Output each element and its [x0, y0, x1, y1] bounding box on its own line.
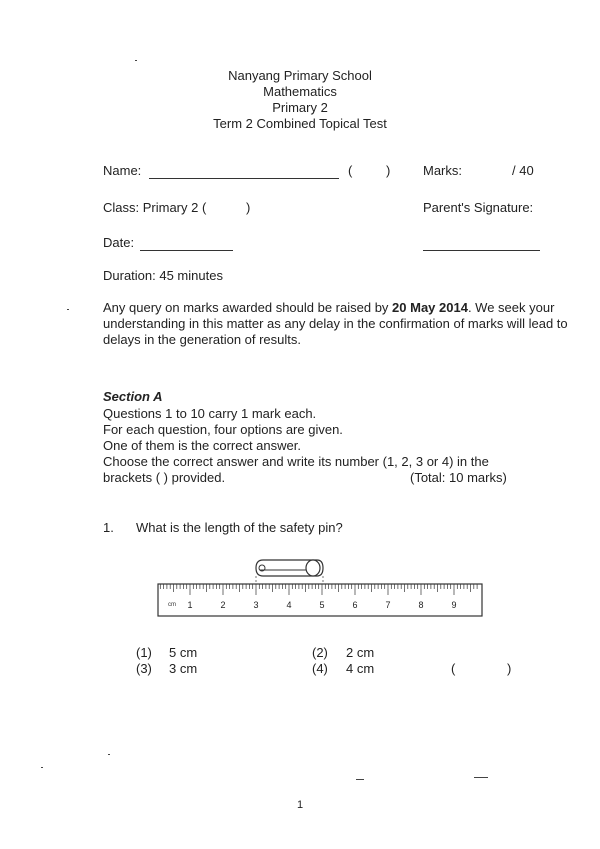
option-1-text: 5 cm [169, 645, 198, 660]
option-2-text: 2 cm [346, 645, 375, 660]
ruler-label: 8 [418, 600, 424, 610]
section-line-1: Questions 1 to 10 carry 1 mark each. [103, 406, 317, 421]
ruler-label: 4 [286, 600, 292, 610]
ruler-label: 2 [220, 600, 226, 610]
subject-title: Mathematics [263, 84, 337, 99]
ruler-label: 6 [352, 600, 358, 610]
section-title: Section A [103, 389, 163, 404]
answer-open-bracket: ( [451, 661, 456, 676]
section-line-3: One of them is the correct answer. [103, 438, 301, 453]
option-3-number: (3) [136, 661, 152, 676]
ruler-figure [150, 553, 490, 623]
ruler-label: 1 [187, 600, 193, 610]
section-line-5: brackets ( ) provided. [103, 470, 226, 485]
section-line-2: For each question, four options are given. [103, 422, 343, 437]
date-field[interactable] [140, 235, 233, 251]
page-number: 1 [296, 799, 304, 811]
index-close-bracket: ) [386, 163, 391, 178]
school-name: Nanyang Primary School [228, 68, 372, 83]
marks-query-notice [103, 300, 573, 348]
question-number: 1. [103, 520, 114, 535]
scan-speck [474, 777, 488, 778]
scan-speck [41, 767, 43, 768]
ruler-label: 5 [319, 600, 325, 610]
section-line-4: Choose the correct answer and write its number (1, 2, 3 or 4) in the [103, 454, 489, 469]
section-total: (Total: 10 marks) [410, 470, 507, 485]
name-field[interactable] [149, 163, 339, 179]
signature-field[interactable] [423, 235, 540, 251]
notice-part2: . We seek your understanding in this matter as any delay in the confirmation of marks will lead to delays in the generation of results. [103, 300, 568, 347]
option-4-number: (4) [312, 661, 328, 676]
date-label: Date: [103, 235, 135, 250]
ruler-unit-label: cm [168, 602, 176, 608]
scan-speck [67, 309, 69, 310]
marks-total: / 40 [512, 163, 534, 178]
answer-close-bracket: ) [507, 661, 512, 676]
notice-part1: Any query on marks awarded should be raised by [103, 300, 393, 315]
name-label: Name: [103, 163, 142, 178]
notice-date: 20 May 2014 [392, 300, 468, 315]
marks-label: Marks: [423, 163, 462, 178]
test-title: Term 2 Combined Topical Test [213, 116, 387, 131]
option-3-text: 3 cm [169, 661, 198, 676]
signature-label: Parent's Signature: [423, 200, 534, 215]
index-open-bracket: ( [348, 163, 353, 178]
scan-speck [135, 60, 137, 61]
duration-text: Duration: 45 minutes [103, 268, 223, 283]
question-text: What is the length of the safety pin? [136, 520, 343, 535]
scan-speck [108, 754, 110, 755]
ruler-label: 7 [385, 600, 391, 610]
option-2-number: (2) [312, 645, 328, 660]
ruler-label: 3 [253, 600, 259, 610]
option-1-number: (1) [136, 645, 152, 660]
class-label: Class: Primary 2 ( [103, 200, 207, 215]
ruler-label: 9 [451, 600, 457, 610]
scan-speck [356, 779, 364, 780]
level-title: Primary 2 [272, 100, 328, 115]
class-close-bracket: ) [246, 200, 251, 215]
option-4-text: 4 cm [346, 661, 375, 676]
